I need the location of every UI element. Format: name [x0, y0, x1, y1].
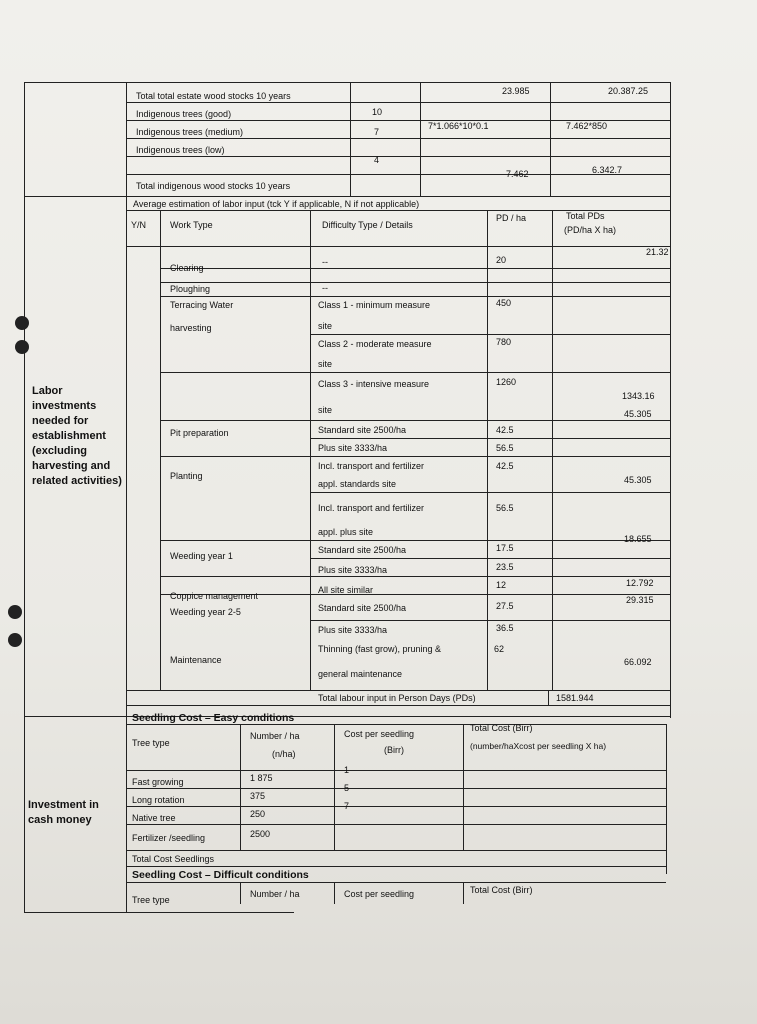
work-type: Coppice management [170, 591, 259, 601]
labor-side-label: Labor investments needed for establishment (excluding harvesting and related activities) [32, 385, 122, 487]
row-value: 7*1.066*10*0.1 [428, 121, 489, 131]
row-value: 23.985 [502, 86, 530, 96]
cost-per-seedling: 1 [344, 765, 350, 775]
diff-header-number: Number / ha [250, 889, 300, 899]
row-value: 7 [374, 127, 380, 137]
header-number: Number / ha [250, 731, 300, 741]
pd-value: 450 [496, 298, 512, 308]
tree-type: Native tree [132, 813, 176, 823]
header-cost-unit: (Birr) [384, 745, 404, 755]
difficulty: Plus site 3333/ha [318, 443, 388, 453]
header-difficulty: Difficulty Type / Details [322, 220, 413, 230]
total-value: 18.655 [624, 534, 652, 544]
diff-header-tree-type: Tree type [132, 895, 170, 905]
work-type: harvesting [170, 323, 212, 333]
row-label: Indigenous trees (good) [136, 109, 232, 119]
difficulty: general maintenance [318, 669, 403, 679]
difficulty: appl. plus site [318, 527, 374, 537]
difficulty: Plus site 3333/ha [318, 565, 388, 575]
difficulty: -- [322, 283, 328, 293]
header-total-cost: Total Cost (Birr) [470, 723, 533, 733]
work-type: Terracing Water [170, 300, 234, 310]
total-value: 1343.16 [622, 391, 655, 401]
difficulty: Class 3 - intensive measure [318, 379, 430, 389]
difficult-title: Seedling Cost – Difficult conditions [132, 869, 309, 881]
row-value: 4 [374, 155, 380, 165]
total-value: 29.315 [626, 595, 654, 605]
difficulty: -- [322, 257, 328, 267]
pd-value: 27.5 [496, 601, 514, 611]
total-value: 45.305 [624, 475, 652, 485]
header-total-formula: (number/haXcost per seedling X ha) [470, 741, 607, 751]
tree-type: Fertilizer /seedling [132, 833, 206, 843]
first-total: 21.32 [646, 247, 669, 257]
difficulty: Incl. transport and fertilizer [318, 503, 425, 513]
pd-value: 12 [496, 580, 507, 590]
difficulty: All site similar [318, 585, 374, 595]
difficulty: site [318, 321, 333, 331]
difficulty: Class 2 - moderate measure [318, 339, 432, 349]
cost-per-seedling: 7 [344, 801, 350, 811]
easy-title: Seedling Cost – Easy conditions [132, 712, 295, 724]
pd-value: 56.5 [496, 443, 514, 453]
pd-value: 1260 [496, 377, 517, 387]
header-total-formula: (PD/ha X ha) [564, 225, 617, 235]
work-type: Maintenance [170, 655, 222, 665]
pd-value: 23.5 [496, 562, 514, 572]
number-per-ha: 2500 [250, 829, 271, 839]
pd-value: 56.5 [496, 503, 514, 513]
header-yn: Y/N [131, 220, 147, 230]
row-label: Indigenous trees (low) [136, 145, 225, 155]
header-cost: Cost per seedling [344, 729, 415, 739]
difficulty: Incl. transport and fertilizer [318, 461, 425, 471]
number-per-ha: 1 875 [250, 773, 273, 783]
work-type: Pit preparation [170, 428, 229, 438]
pd-value: 20 [496, 255, 507, 265]
diff-header-cost: Cost per seedling [344, 889, 415, 899]
investment-side-label: Investment in cash money [28, 799, 99, 826]
cost-per-seedling: 5 [344, 783, 350, 793]
pd-value: 17.5 [496, 543, 514, 553]
total-value: 66.092 [624, 657, 652, 667]
work-type: Weeding year 2-5 [170, 607, 241, 617]
pd-value: 42.5 [496, 461, 514, 471]
work-type: Planting [170, 471, 203, 481]
row-label: Total indigenous wood stocks 10 years [136, 181, 291, 191]
difficulty: Plus site 3333/ha [318, 625, 388, 635]
row-label: Indigenous trees (medium) [136, 127, 244, 137]
difficulty: appl. standards site [318, 479, 397, 489]
header-total: Total PDs [566, 211, 605, 221]
pd-value: 62 [494, 644, 505, 654]
labor-heading: Average estimation of labor input (tck Y if applicable, N if not applicable) [133, 199, 420, 209]
difficulty: Standard site 2500/ha [318, 603, 407, 613]
difficulty: site [318, 405, 333, 415]
row-value: 6.342.7 [592, 165, 623, 175]
work-type: Clearing [170, 263, 204, 273]
header-work-type: Work Type [170, 220, 213, 230]
row-value: 10 [372, 107, 383, 117]
difficulty: Thinning (fast grow), pruning & [318, 644, 442, 654]
header-number-unit: (n/ha) [272, 749, 296, 759]
difficulty: site [318, 359, 333, 369]
number-per-ha: 250 [250, 809, 266, 819]
pd-value: 780 [496, 337, 512, 347]
pd-value: 36.5 [496, 623, 514, 633]
row-value: 7.462 [506, 169, 529, 179]
row-value: 20.387.25 [608, 86, 649, 96]
difficulty: Standard site 2500/ha [318, 425, 407, 435]
total-value: 45.305 [624, 409, 652, 419]
grand-total-value: 1581.944 [556, 693, 594, 703]
row-value: 7.462*850 [566, 121, 608, 131]
grand-total-label: Total labour input in Person Days (PDs) [318, 693, 476, 703]
total-cost-seedlings: Total Cost Seedlings [132, 854, 215, 864]
total-value: 12.792 [626, 578, 654, 588]
header-tree-type: Tree type [132, 738, 170, 748]
tree-type: Fast growing [132, 777, 184, 787]
tree-type: Long rotation [132, 795, 185, 805]
difficulty: Standard site 2500/ha [318, 545, 407, 555]
diff-header-total: Total Cost (Birr) [470, 885, 533, 895]
number-per-ha: 375 [250, 791, 266, 801]
work-type: Weeding year 1 [170, 551, 233, 561]
pd-value: 42.5 [496, 425, 514, 435]
work-type: Ploughing [170, 284, 211, 294]
difficulty: Class 1 - minimum measure [318, 300, 431, 310]
header-pd: PD / ha [496, 213, 527, 223]
row-label: Total total estate wood stocks 10 years [136, 91, 291, 101]
